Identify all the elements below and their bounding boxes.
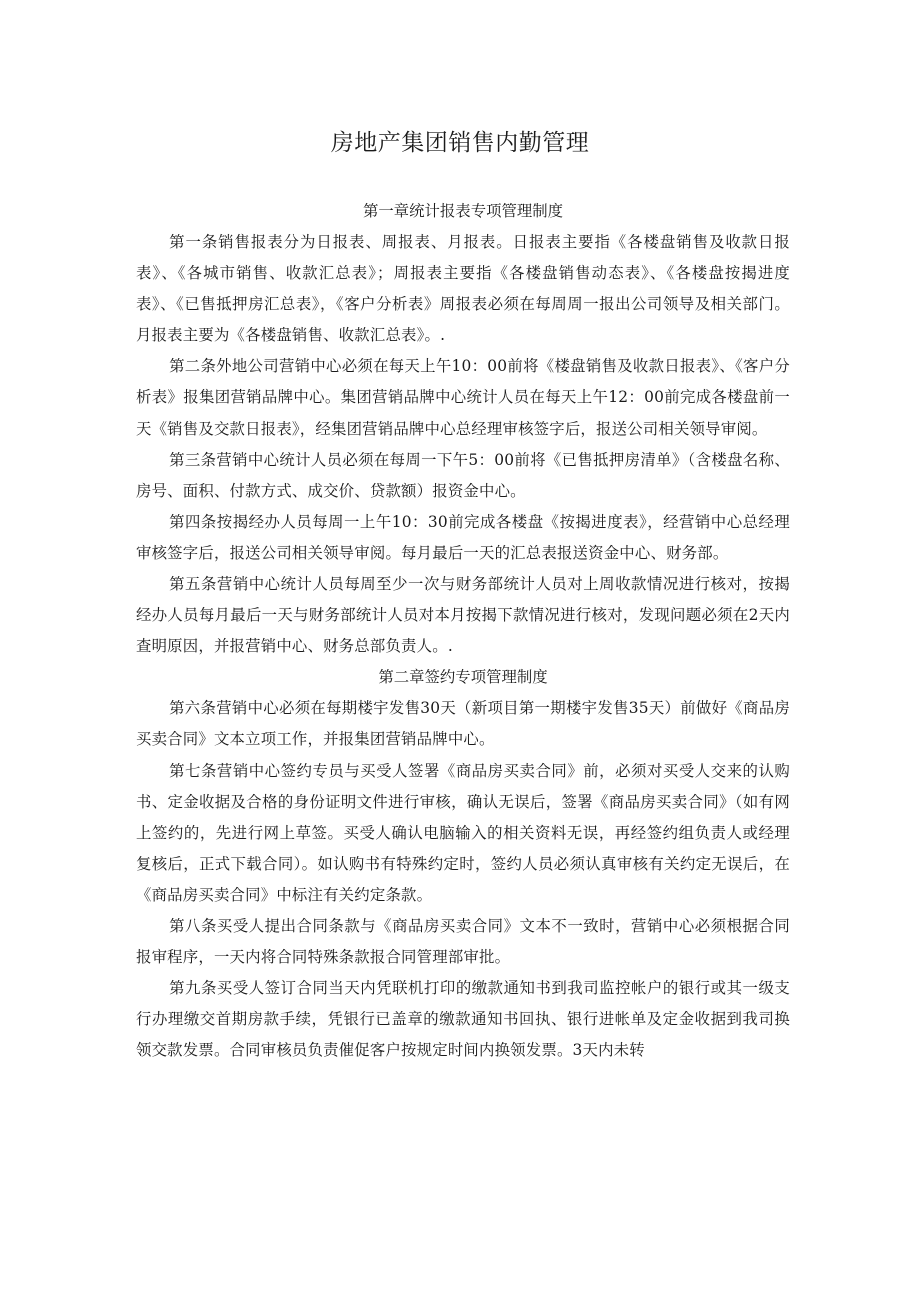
chapter-heading-2: 第二章签约专项管理制度 [378, 668, 548, 687]
article-3: 第三条营销中心统计人员必须在每周一下午5：00前将《已售抵押房清单》（含楼盘名称、房号、面积、付款方式、成交价、贷款额）报资金中心。 [136, 450, 790, 500]
article-5: 第五条营销中心统计人员每周至少一次与财务部统计人员对上周收款情况进行核对，按揭经办人员每月最后一天与财务部统计人员对本月按揭下款情况进行核对，发现问题必须在2天内查明原因，并报营销中心、财务总部负责人。. [136, 575, 790, 656]
article-8: 第八条买受人提出合同条款与《商品房买卖合同》文本不一致时，营销中心必须根据合同报审程序，一天内将合同特殊条款报合同管理部审批。 [136, 916, 790, 967]
article-9: 第九条买受人签订合同当天内凭联机打印的缴款通知书到我司监控帐户的银行或其一级支行办理缴交首期房款手续，凭银行已盖章的缴款通知书回执、银行进帐单及定金收据到我司换领交款发票。合同审核员负责催促客户按规定时间内换领发票。3天内未转 [136, 979, 790, 1060]
article-7: 第七条营销中心签约专员与买受人签署《商品房买卖合同》前，必须对买受人交来的认购书、定金收据及合格的身份证明文件进行审核，确认无误后，签署《商品房买卖合同》（如有网上签约的，先进行网上草签。买受人确认电脑输入的相关资料无误，再经签约组负责人或经理复核后，正式下载合同）。如认购书有特殊约定时，签约人员必须认真审核有关约定无误后，在《商品房买卖合同》中标注有关约定条款。 [136, 761, 790, 904]
article-6: 第六条营销中心必须在每期楼宇发售30天（新项目第一期楼宇发售35天）前做好《商品房买卖合同》文本立项工作，并报集团营销品牌中心。 [136, 699, 790, 749]
article-1: 第一条销售报表分为日报表、周报表、月报表。日报表主要指《各楼盘销售及收款日报表》、《各城市销售、收款汇总表》；周报表主要指《各楼盘销售动态表》、《各楼盘按揭进度表》、《已售抵押房汇总表》，《客户分析表》周报表必须在每周周一报出公司领导及相关部门。月报表主要为《各楼盘销售、收款汇总表》。. [136, 233, 790, 345]
chapter-heading-1: 第一章统计报表专项管理制度 [362, 202, 564, 220]
article-2: 第二条外地公司营销中心必须在每天上午10：00前将《楼盘销售及收款日报表》、《客户分析表》报集团营销品牌中心。集团营销品牌中心统计人员在每天上午12：00前完成各楼盘前一天《销售及交款日报表》，经集团营销品牌中心总经理审核签字后，报送公司相关领导审阅。 [136, 357, 790, 438]
document-body [136, 196, 790, 1066]
article-4: 第四条按揭经办人员每周一上午10：30前完成各楼盘《按揭进度表》，经营销中心总经理审核签字后，报送公司相关领导审阅。每月最后一天的汇总表报送资金中心、财务部。 [136, 512, 790, 562]
document-title: 房地产集团销售内勤管理 [330, 130, 590, 156]
